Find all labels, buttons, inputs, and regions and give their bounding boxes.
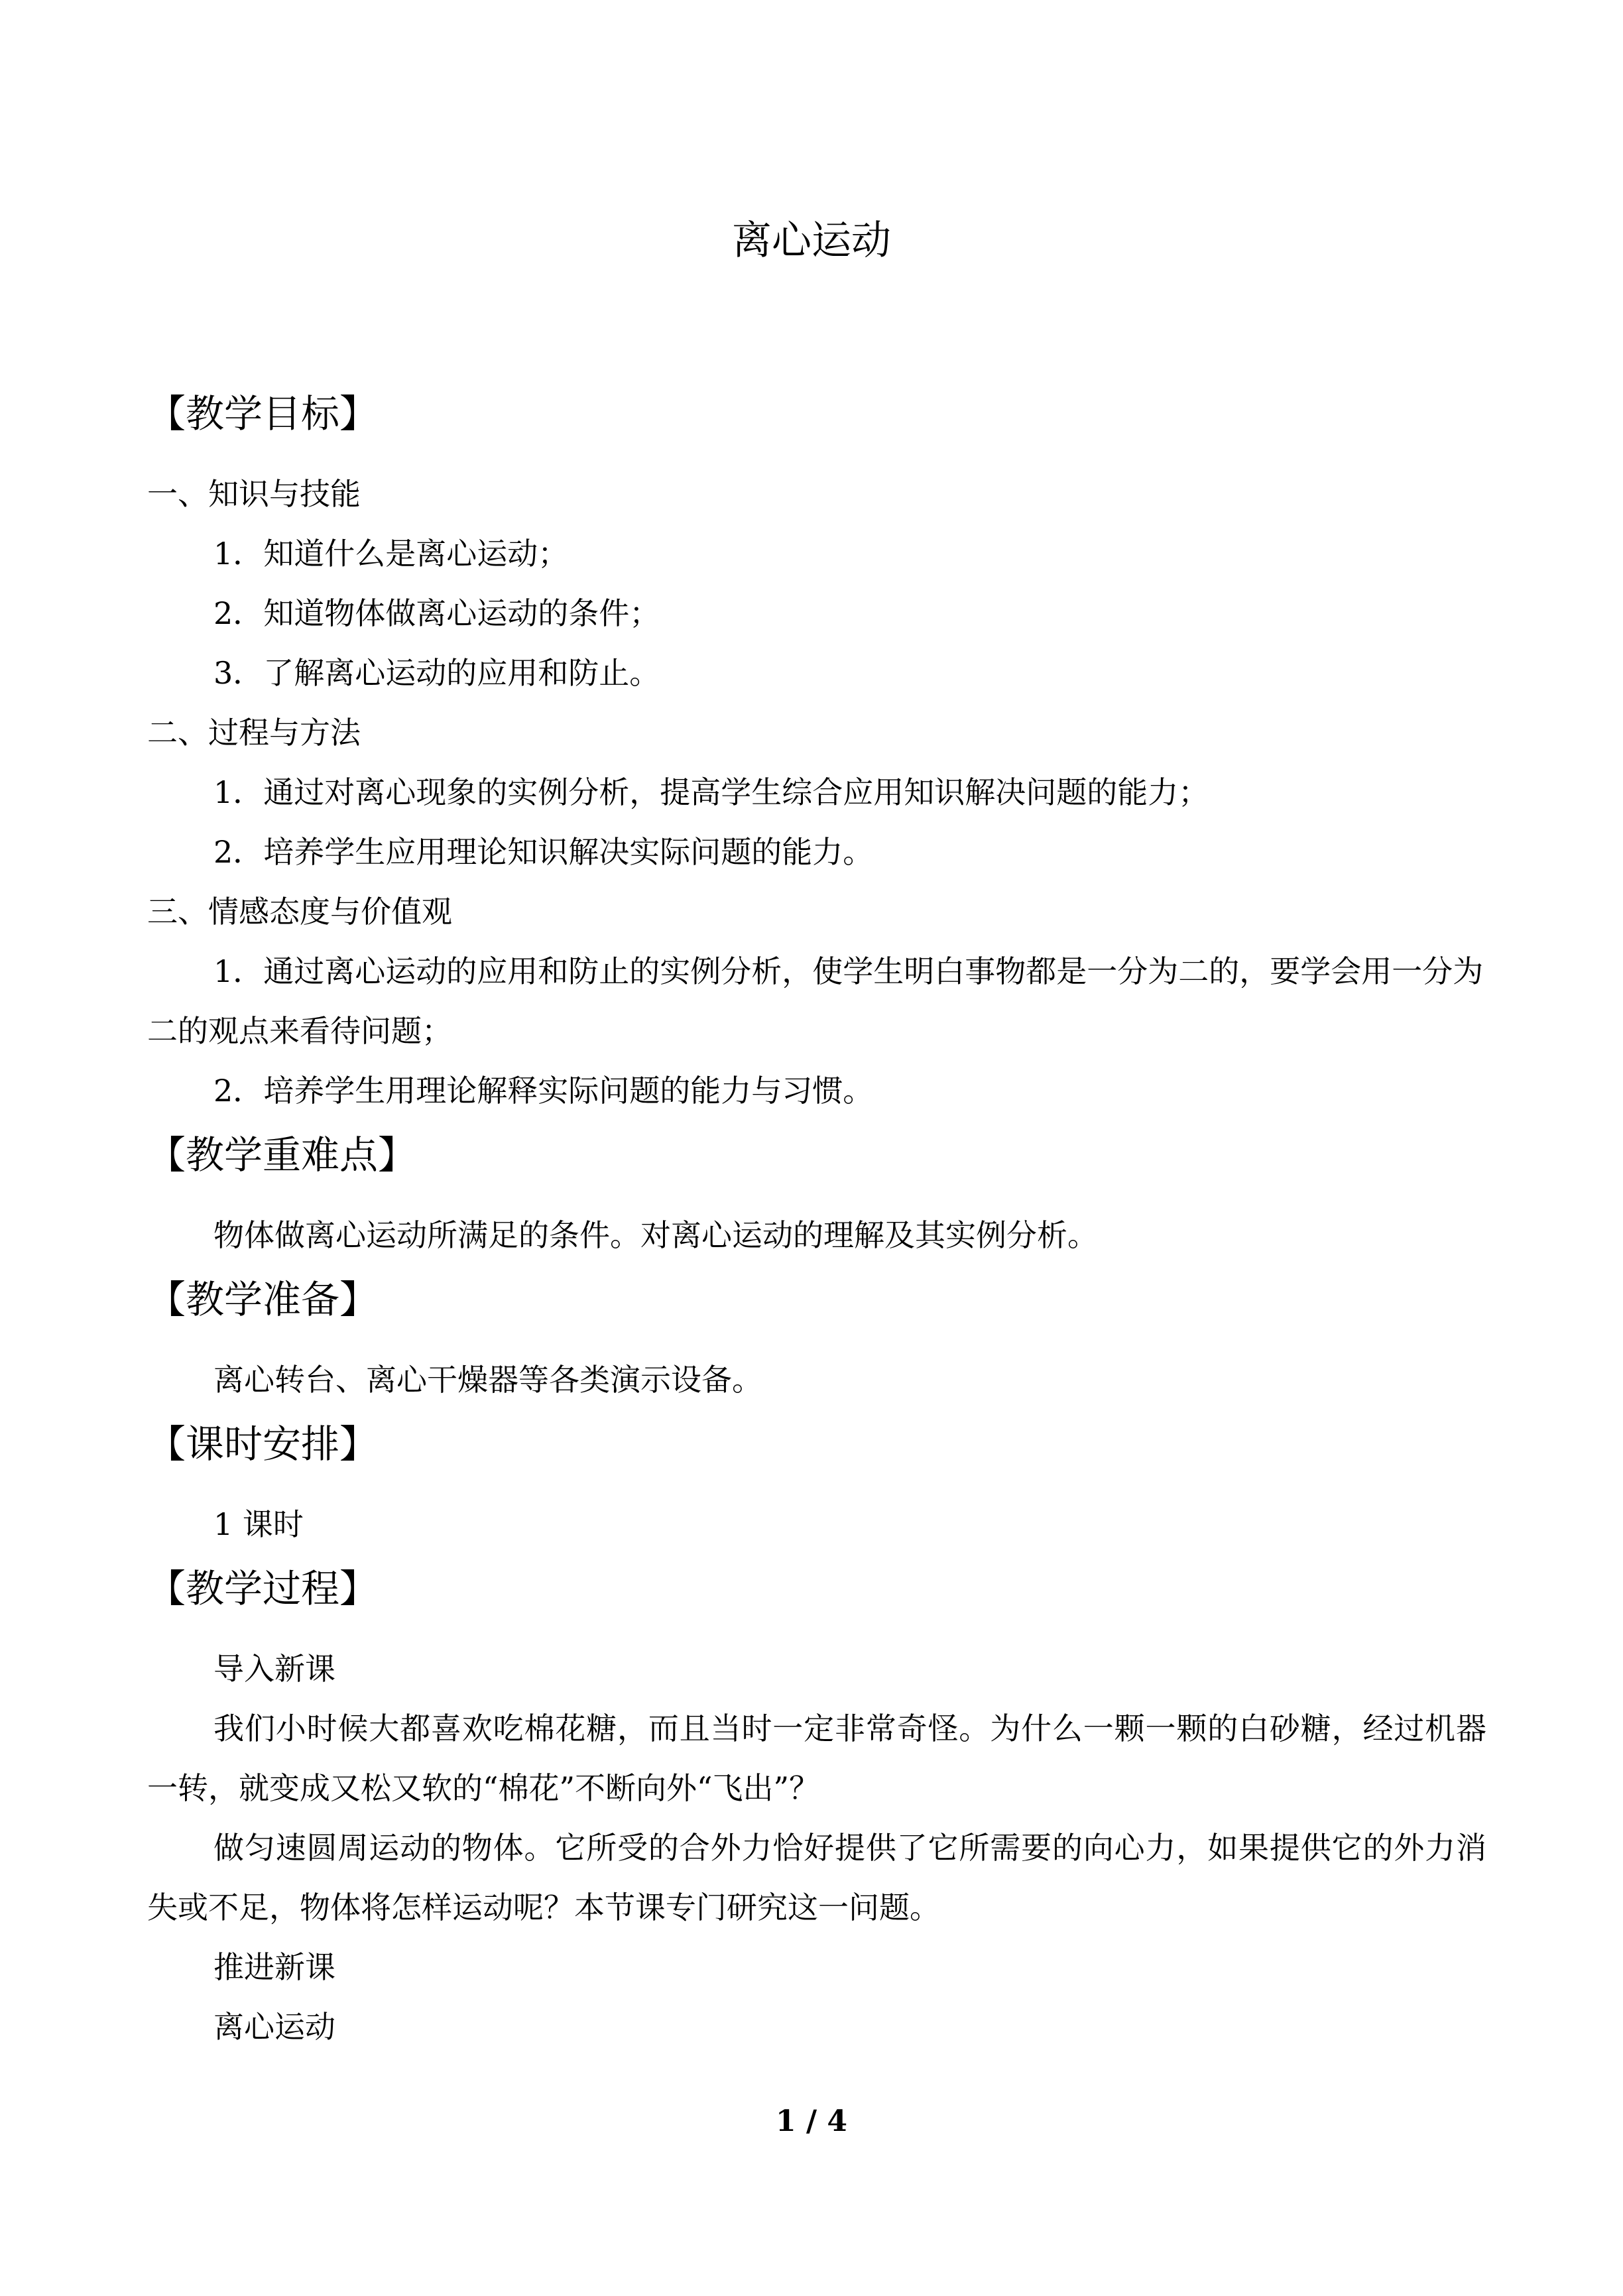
list-item: 2．培养学生应用理论知识解决实际问题的能力。 xyxy=(213,834,874,870)
list-item: 1．通过离心运动的应用和防止的实例分析，使学生明白事物都是一分为二的，要学会用一分为二的观点来看待问题； xyxy=(147,953,1484,1049)
section-heading-objectives: 【教学目标】 xyxy=(147,391,379,436)
section-process xyxy=(147,1554,1486,2057)
section-schedule xyxy=(147,1410,1486,1554)
list-item: 1．知道什么是离心运动； xyxy=(213,536,569,572)
section-heading-key-points: 【教学重难点】 xyxy=(147,1132,417,1178)
list-item: 1．通过对离心现象的实例分析，提高学生综合应用知识解决问题的能力； xyxy=(213,774,1209,810)
section-objectives xyxy=(147,379,1486,1120)
paragraph: 我们小时候大都喜欢吃棉花糖，而且当时一定非常奇怪。为什么一颗一颗的白砂糖，经过机器一转，就变成又松又软的“棉花”不断向外“飞出”？ xyxy=(147,1711,1486,1806)
list-item: 3．了解离心运动的应用和防止。 xyxy=(213,655,660,691)
section-preparation xyxy=(147,1265,1486,1410)
section-heading-schedule: 【课时安排】 xyxy=(147,1421,379,1467)
list-item: 2．培养学生用理论解释实际问题的能力与习惯。 xyxy=(213,1073,874,1109)
document-body xyxy=(147,379,1486,2057)
paragraph: 做匀速圆周运动的物体。它所受的合外力恰好提供了它所需要的向心力，如果提供它的外力消失或不足，物体将怎样运动呢？本节课专门研究这一问题。 xyxy=(147,1830,1486,1925)
page-title: 离心运动 xyxy=(732,217,891,264)
page-number: 1 / 4 xyxy=(776,2104,847,2138)
section-heading-process: 【教学过程】 xyxy=(147,1566,379,1611)
paragraph: 1 课时 xyxy=(213,1506,304,1542)
section-heading-preparation: 【教学准备】 xyxy=(147,1277,379,1322)
paragraph: 离心运动 xyxy=(213,2009,335,2045)
subsection-heading-knowledge: 一、知识与技能 xyxy=(147,476,361,512)
section-key-points xyxy=(147,1120,1486,1265)
paragraph: 物体做离心运动所满足的条件。对离心运动的理解及其实例分析。 xyxy=(213,1217,1098,1253)
subsection-heading-process-method: 二、过程与方法 xyxy=(147,715,361,751)
subsection-heading-attitude-values: 三、情感态度与价值观 xyxy=(147,894,452,930)
paragraph: 离心转台、离心干燥器等各类演示设备。 xyxy=(213,1362,762,1398)
list-item: 2．知道物体做离心运动的条件； xyxy=(213,595,660,631)
paragraph: 推进新课 xyxy=(213,1949,335,1985)
paragraph: 导入新课 xyxy=(213,1651,335,1687)
